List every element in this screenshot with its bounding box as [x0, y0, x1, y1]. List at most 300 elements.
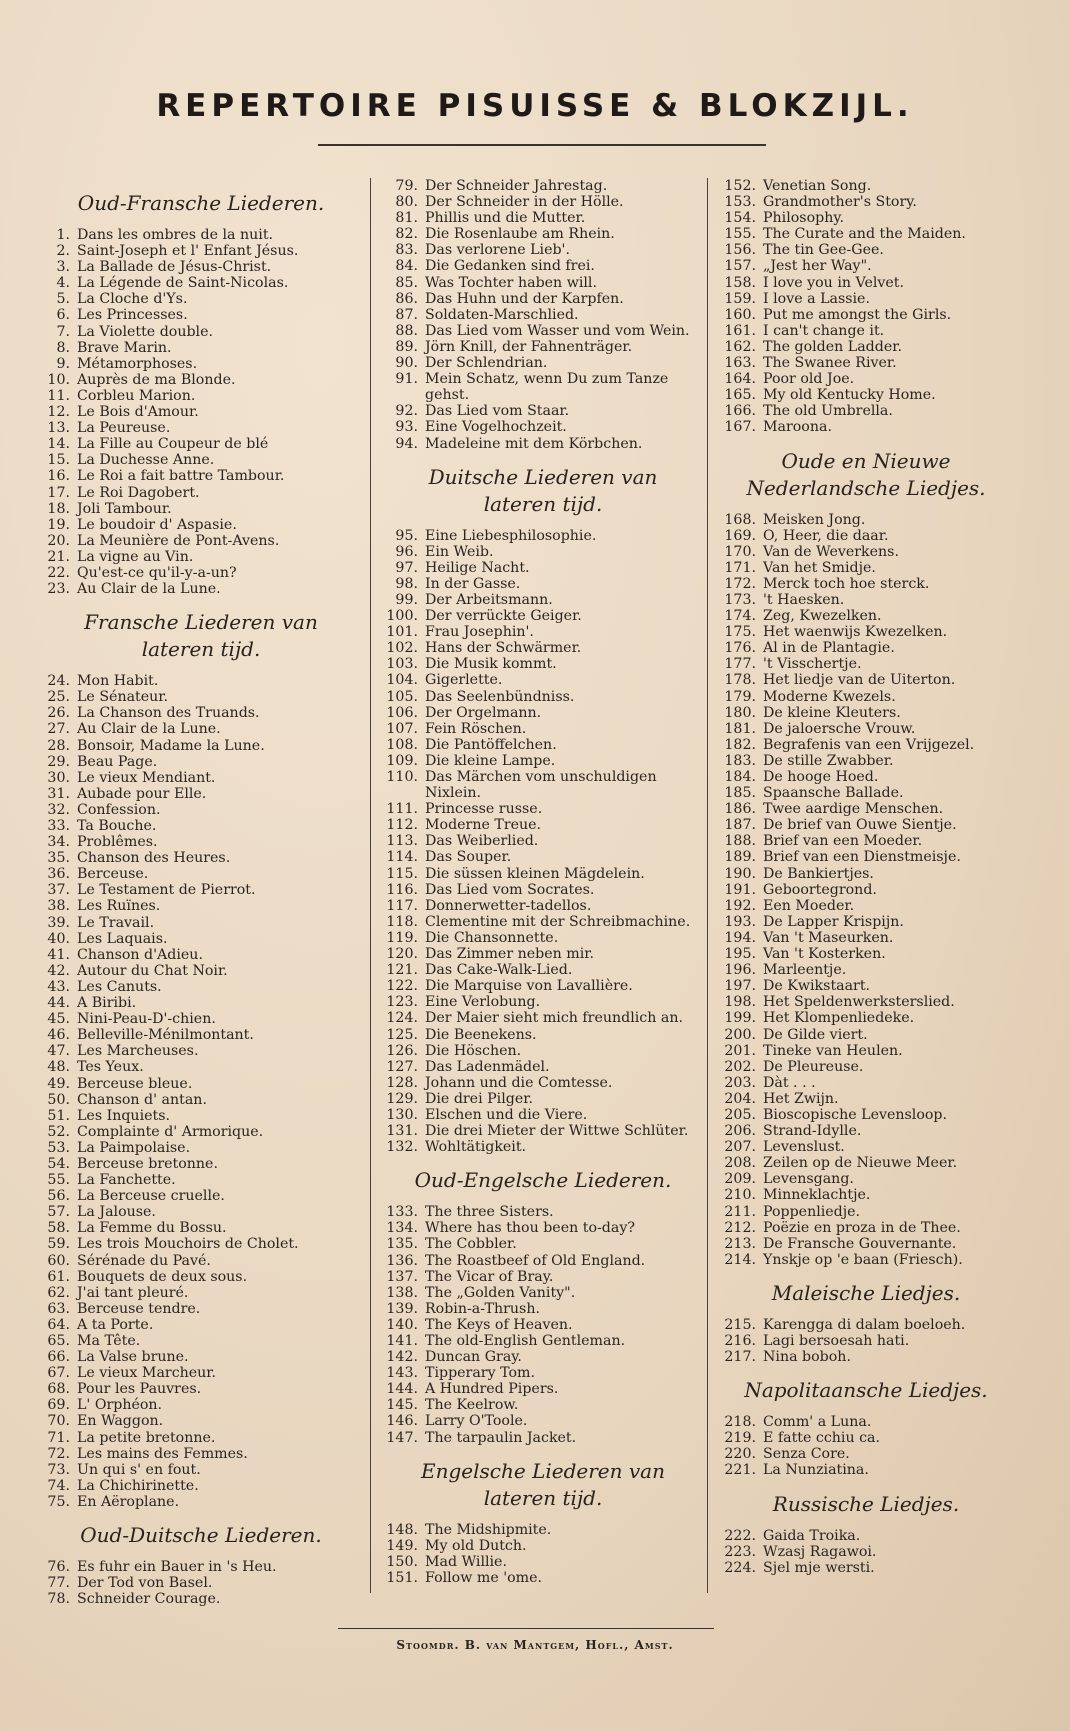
song-number: 118.	[386, 913, 418, 930]
song-title: Un qui s' en fout.	[77, 1461, 201, 1478]
song-title: Les trois Mouchoirs de Cholet.	[77, 1236, 299, 1253]
song-number: 99.	[395, 591, 418, 608]
song-number: 150.	[386, 1553, 418, 1570]
list-item	[378, 946, 708, 962]
song-number: 167.	[724, 419, 756, 436]
song-title: Gaida Troika.	[763, 1527, 861, 1544]
song-title: Het waenwijs Kwezelken.	[763, 624, 948, 641]
list-item	[716, 721, 1016, 737]
list-item	[36, 1092, 366, 1108]
song-number: 67.	[47, 1365, 70, 1382]
list-item	[36, 388, 366, 404]
song-title: La Valse brune.	[77, 1349, 189, 1366]
song-number: 96.	[395, 543, 418, 560]
song-title: Fein Röschen.	[425, 720, 527, 737]
song-title: The three Sisters.	[425, 1204, 554, 1221]
song-number: 90.	[395, 355, 418, 372]
list-item	[36, 1317, 366, 1333]
song-number: 185.	[724, 785, 756, 802]
list-item	[36, 340, 366, 356]
list-item	[378, 323, 708, 339]
song-number: 17.	[47, 484, 70, 501]
song-number: 219.	[724, 1430, 756, 1447]
song-title: A ta Porte.	[77, 1316, 154, 1333]
song-title: Ta Bouche.	[77, 818, 157, 834]
song-title: De hooge Hoed.	[763, 769, 879, 785]
song-number: 10.	[47, 371, 70, 388]
list-item	[716, 833, 1016, 849]
song-number: 62.	[47, 1284, 70, 1301]
list-item	[716, 1043, 1016, 1059]
song-title: E fatte cchiu ca.	[763, 1430, 881, 1447]
list-item	[36, 1478, 366, 1494]
song-title: 't Haesken.	[763, 591, 845, 608]
song-number: 92.	[395, 403, 418, 420]
song-title: Madeleine mit dem Körbchen.	[425, 435, 643, 452]
song-title: La Chanson des Truands.	[77, 705, 260, 722]
section-heading-line: Duitsche Liederen van	[428, 464, 658, 489]
song-title: De Lapper Krispijn.	[763, 913, 904, 930]
song-title: Dàt . . .	[763, 1074, 816, 1091]
song-number: 165.	[724, 387, 756, 404]
song-title: Lagi bersoesah hati.	[763, 1333, 910, 1349]
song-number: 30.	[47, 769, 70, 786]
list-item	[36, 721, 366, 737]
song-title: Het Speldenwerksterslied.	[763, 994, 955, 1011]
song-number: 175.	[724, 624, 756, 641]
song-number: 27.	[47, 721, 70, 738]
song-title: Berceuse.	[77, 866, 149, 883]
list-item	[36, 738, 366, 754]
section-heading-line: Oud-Engelsche Liederen.	[414, 1168, 672, 1193]
song-number: 200.	[724, 1026, 756, 1043]
song-title: Der Tod von Basel.	[77, 1575, 213, 1592]
list-item	[36, 356, 366, 372]
song-title: My old Dutch.	[425, 1537, 527, 1554]
song-title: Mein Schatz, wenn Du zum Tanze gehst.	[425, 371, 669, 404]
song-title: Das Huhn und der Karpfen.	[425, 290, 624, 307]
song-title: La Chichirinette.	[77, 1477, 199, 1494]
song-number: 166.	[724, 403, 756, 420]
song-number: 181.	[724, 720, 756, 737]
song-number: 129.	[386, 1090, 418, 1107]
song-title: Bonsoir, Madame la Lune.	[77, 737, 265, 754]
list-item	[36, 1285, 366, 1301]
song-number: 45.	[47, 1011, 70, 1028]
list-item	[36, 1253, 366, 1269]
song-title: The Keelrow.	[425, 1397, 519, 1414]
list-item	[36, 947, 366, 963]
song-title: La Ballade de Jésus-Christ.	[77, 259, 272, 276]
section-heading-line: Nederlandsche Liedjes.	[746, 475, 986, 500]
list-item	[378, 1413, 708, 1429]
song-title: De jaloersche Vrouw.	[763, 720, 916, 737]
list-item	[36, 404, 366, 420]
list-item	[716, 1027, 1016, 1043]
song-number: 34.	[47, 834, 70, 851]
song-number: 163.	[724, 355, 756, 372]
list-item	[36, 1397, 366, 1413]
song-number: 63.	[47, 1300, 70, 1317]
song-number: 114.	[386, 849, 418, 866]
song-title: Das Cake-Walk-Lied.	[425, 962, 573, 979]
song-number: 104.	[386, 672, 418, 689]
list-item	[36, 1269, 366, 1285]
list-item	[716, 371, 1016, 387]
song-number: 11.	[47, 387, 70, 404]
song-title: Levenslust.	[763, 1139, 845, 1156]
section-heading-line: lateren tijd.	[483, 491, 603, 516]
song-number: 170.	[724, 543, 756, 560]
list-item	[36, 1333, 366, 1349]
song-title: Beau Page.	[77, 753, 158, 770]
list-item	[378, 833, 708, 849]
song-number: 60.	[47, 1252, 70, 1269]
section-heading-line: Oud-Duitsche Liederen.	[80, 1523, 322, 1548]
section-heading	[36, 1522, 366, 1549]
section-heading-line: Fransche Liederen van	[84, 610, 318, 635]
song-number: 107.	[386, 720, 418, 737]
song-title: Twee aardige Menschen.	[763, 801, 944, 818]
song-number: 131.	[386, 1123, 418, 1140]
song-title: De Gilde viert.	[763, 1026, 868, 1043]
song-title: Brief van een Moeder.	[763, 833, 923, 850]
song-number: 160.	[724, 306, 756, 323]
song-number: 8.	[56, 339, 70, 356]
list-item	[716, 226, 1016, 242]
song-title: Saint-Joseph et l' Enfant Jésus.	[77, 243, 299, 260]
song-title: Les mains des Femmes.	[77, 1445, 248, 1462]
song-number: 152.	[724, 178, 756, 194]
song-title: Les Canuts.	[77, 978, 162, 995]
song-number: 39.	[47, 914, 70, 931]
list-item	[36, 1172, 366, 1188]
list-item	[378, 914, 708, 930]
song-number: 49.	[47, 1075, 70, 1092]
song-number: 208.	[724, 1155, 756, 1172]
song-number: 144.	[386, 1381, 418, 1398]
song-title: Le vieux Mendiant.	[77, 769, 216, 786]
list-item	[36, 468, 366, 484]
list-item	[716, 1059, 1016, 1075]
song-title: I love a Lassie.	[763, 290, 870, 307]
list-item	[716, 689, 1016, 705]
list-item	[36, 420, 366, 436]
list-item	[36, 485, 366, 501]
list-item	[716, 1123, 1016, 1139]
song-title: Die Rosenlaube am Rhein.	[425, 226, 615, 243]
song-number: 116.	[386, 881, 418, 898]
list-item	[716, 978, 1016, 994]
song-title: Joli Tambour.	[77, 500, 172, 517]
song-number: 86.	[395, 290, 418, 307]
song-number: 25.	[47, 689, 70, 706]
song-number: 177.	[724, 656, 756, 673]
song-number: 127.	[386, 1058, 418, 1075]
list-item	[378, 576, 708, 592]
list-item	[716, 1560, 1016, 1576]
song-title: Les Ruïnes.	[77, 898, 161, 915]
list-item	[36, 1140, 366, 1156]
song-number: 16.	[47, 468, 70, 485]
song-number: 201.	[724, 1042, 756, 1059]
song-number: 184.	[724, 769, 756, 785]
list-item	[716, 544, 1016, 560]
song-title: Begrafenis van een Vrijgezel.	[763, 736, 975, 753]
song-number: 136.	[386, 1252, 418, 1269]
song-number: 222.	[724, 1527, 756, 1544]
list-item	[378, 640, 708, 656]
song-number: 70.	[47, 1413, 70, 1430]
song-number: 47.	[47, 1043, 70, 1060]
song-number: 51.	[47, 1107, 70, 1124]
column-1	[36, 178, 366, 1607]
song-title: Corbleu Marion.	[77, 387, 196, 404]
song-title: Het Klompenliedeke.	[763, 1010, 915, 1027]
song-number: 147.	[386, 1429, 418, 1446]
list-item	[378, 275, 708, 291]
song-number: 69.	[47, 1397, 70, 1414]
song-title: Venetian Song.	[763, 178, 872, 194]
song-number: 203.	[724, 1074, 756, 1091]
list-item	[716, 258, 1016, 274]
list-item	[36, 1381, 366, 1397]
song-title: Zeg, Kwezelken.	[763, 608, 882, 625]
song-number: 190.	[724, 865, 756, 882]
list-item	[378, 608, 708, 624]
song-number: 176.	[724, 640, 756, 657]
list-item	[716, 528, 1016, 544]
list-item	[716, 1155, 1016, 1171]
list-item	[716, 801, 1016, 817]
song-number: 44.	[47, 995, 70, 1012]
song-number: 93.	[395, 419, 418, 436]
list-item	[36, 995, 366, 1011]
list-item	[716, 994, 1016, 1010]
list-item	[36, 850, 366, 866]
list-item	[36, 1220, 366, 1236]
list-item	[378, 962, 708, 978]
song-number: 73.	[47, 1461, 70, 1478]
song-number: 18.	[47, 500, 70, 517]
section-heading	[378, 464, 708, 518]
song-title: Les Inquiets.	[77, 1107, 170, 1124]
list-item	[378, 1285, 708, 1301]
song-title: Bouquets de deux sous.	[77, 1268, 248, 1285]
song-title: Eine Verlobung.	[425, 994, 541, 1011]
song-title: Van 't Kosterken.	[763, 946, 886, 963]
song-title: La Femme du Bossu.	[77, 1220, 227, 1237]
list-item	[716, 930, 1016, 946]
song-number: 14.	[47, 436, 70, 453]
song-title: La petite bretonne.	[77, 1429, 216, 1446]
list-item	[378, 705, 708, 721]
song-title: Au Clair de la Lune.	[77, 581, 221, 598]
song-title: Mad Willie.	[425, 1553, 507, 1570]
list-item	[36, 786, 366, 802]
list-item	[378, 1269, 708, 1285]
song-number: 123.	[386, 994, 418, 1011]
song-title: The old Umbrella.	[763, 403, 893, 420]
song-number: 109.	[386, 752, 418, 769]
song-title: Pour les Pauvres.	[77, 1381, 202, 1398]
song-number: 188.	[724, 833, 756, 850]
song-title: Sérénade du Pavé.	[77, 1252, 211, 1269]
song-number: 161.	[724, 322, 756, 339]
list-item	[378, 1010, 708, 1026]
list-item	[36, 1494, 366, 1510]
song-number: 77.	[47, 1575, 70, 1592]
song-title: Van 't Maseurken.	[763, 929, 894, 946]
song-number: 59.	[47, 1236, 70, 1253]
song-number: 87.	[395, 306, 418, 323]
song-number: 102.	[386, 640, 418, 657]
song-number: 179.	[724, 688, 756, 705]
song-number: 209.	[724, 1171, 756, 1188]
song-number: 194.	[724, 929, 756, 946]
song-title: The „Golden Vanity".	[425, 1284, 576, 1301]
song-title: Spaansche Ballade.	[763, 785, 904, 802]
list-item	[716, 576, 1016, 592]
list-item	[716, 898, 1016, 914]
list-item	[36, 689, 366, 705]
song-number: 210.	[724, 1187, 756, 1204]
song-number: 135.	[386, 1236, 418, 1253]
song-number: 122.	[386, 978, 418, 995]
song-title: Berceuse bleue.	[77, 1075, 193, 1092]
song-number: 159.	[724, 290, 756, 307]
song-number: 41.	[47, 946, 70, 963]
song-title: Where has thou been to-day?	[425, 1220, 635, 1237]
song-title: Nini-Peau-D'-chien.	[77, 1011, 216, 1028]
list-item	[378, 1107, 708, 1123]
song-number: 100.	[386, 608, 418, 625]
list-item	[36, 1446, 366, 1462]
list-item	[36, 1462, 366, 1478]
list-item	[716, 769, 1016, 785]
song-number: 53.	[47, 1139, 70, 1156]
song-number: 220.	[724, 1446, 756, 1463]
song-number: 15.	[47, 452, 70, 469]
list-item	[716, 403, 1016, 419]
list-item	[716, 1333, 1016, 1349]
song-title: Karengga di dalam boeloeh.	[763, 1316, 966, 1333]
list-item	[716, 753, 1016, 769]
song-title: Le Testament de Pierrot.	[77, 882, 256, 899]
list-item	[716, 624, 1016, 640]
list-item	[36, 1043, 366, 1059]
song-number: 12.	[47, 404, 70, 421]
section-heading	[716, 448, 1016, 502]
song-title: Die kleine Lampe.	[425, 752, 556, 769]
list-item	[716, 1139, 1016, 1155]
song-title: Philosophy.	[763, 210, 844, 227]
list-item	[36, 291, 366, 307]
song-number: 182.	[724, 736, 756, 753]
song-title: The Curate and the Maiden.	[763, 226, 966, 243]
list-item	[36, 1413, 366, 1429]
song-number: 212.	[724, 1219, 756, 1236]
song-title: Grandmother's Story.	[763, 194, 917, 211]
list-item	[378, 419, 708, 435]
song-number: 61.	[47, 1268, 70, 1285]
list-item	[716, 866, 1016, 882]
list-item	[378, 1220, 708, 1236]
list-item	[36, 963, 366, 979]
song-number: 174.	[724, 608, 756, 625]
list-item	[378, 737, 708, 753]
song-title: Moderne Treue.	[425, 817, 542, 834]
list-item	[378, 1043, 708, 1059]
list-item	[378, 898, 708, 914]
song-title: Brief van een Dienstmeisje.	[763, 849, 961, 866]
list-item	[378, 1570, 708, 1586]
song-number: 52.	[47, 1123, 70, 1140]
song-number: 76.	[47, 1559, 70, 1576]
song-number: 162.	[724, 338, 756, 355]
song-title: Senza Core.	[763, 1446, 850, 1463]
song-title: Frau Josephin'.	[425, 624, 534, 641]
song-title: Das Ladenmädel.	[425, 1058, 550, 1075]
song-number: 213.	[724, 1235, 756, 1252]
list-item	[716, 1107, 1016, 1123]
list-item	[716, 560, 1016, 576]
footer-rule	[338, 1628, 714, 1629]
section-heading-line: Oude en Nieuwe	[781, 448, 951, 473]
list-item	[36, 307, 366, 323]
song-number: 3.	[56, 259, 70, 276]
song-title: Maroona.	[763, 419, 832, 436]
song-title: Geboortegrond.	[763, 881, 877, 898]
song-title: Die süssen kleinen Mägdelein.	[425, 865, 645, 882]
song-number: 169.	[724, 527, 756, 544]
song-title: Hans der Schwärmer.	[425, 640, 582, 657]
song-title: La Fanchette.	[77, 1172, 176, 1189]
song-title: Al in de Plantagie.	[763, 640, 895, 657]
song-title: J'ai tant pleuré.	[77, 1284, 189, 1301]
list-item	[36, 754, 366, 770]
song-number: 124.	[386, 1010, 418, 1027]
song-number: 133.	[386, 1204, 418, 1221]
song-number: 151.	[386, 1569, 418, 1586]
song-number: 55.	[47, 1172, 70, 1189]
song-title: Tes Yeux.	[77, 1059, 144, 1076]
song-number: 113.	[386, 833, 418, 850]
song-title: Merck toch hoe sterck.	[763, 575, 930, 592]
song-title: Au Clair de la Lune.	[77, 721, 221, 738]
song-number: 106.	[386, 704, 418, 721]
printer-imprint: Stoomdr. B. van Mantgem, Hofl., Amst.	[396, 1638, 674, 1652]
song-number: 38.	[47, 898, 70, 915]
song-number: 9.	[56, 355, 70, 372]
list-item	[378, 178, 708, 194]
song-title: Zeilen op de Nieuwe Meer.	[763, 1155, 958, 1172]
song-number: 84.	[395, 258, 418, 275]
song-title: Die Gedanken sind frei.	[425, 258, 595, 275]
song-title: Das Zimmer neben mir.	[425, 946, 594, 963]
song-number: 28.	[47, 737, 70, 754]
song-title: Le Travail.	[77, 914, 155, 931]
song-number: 20.	[47, 532, 70, 549]
song-title: The Keys of Heaven.	[425, 1316, 573, 1333]
list-item	[36, 705, 366, 721]
song-number: 108.	[386, 736, 418, 753]
song-number: 56.	[47, 1188, 70, 1205]
song-number: 68.	[47, 1381, 70, 1398]
list-item	[378, 1253, 708, 1269]
list-item	[716, 291, 1016, 307]
list-item	[378, 210, 708, 226]
